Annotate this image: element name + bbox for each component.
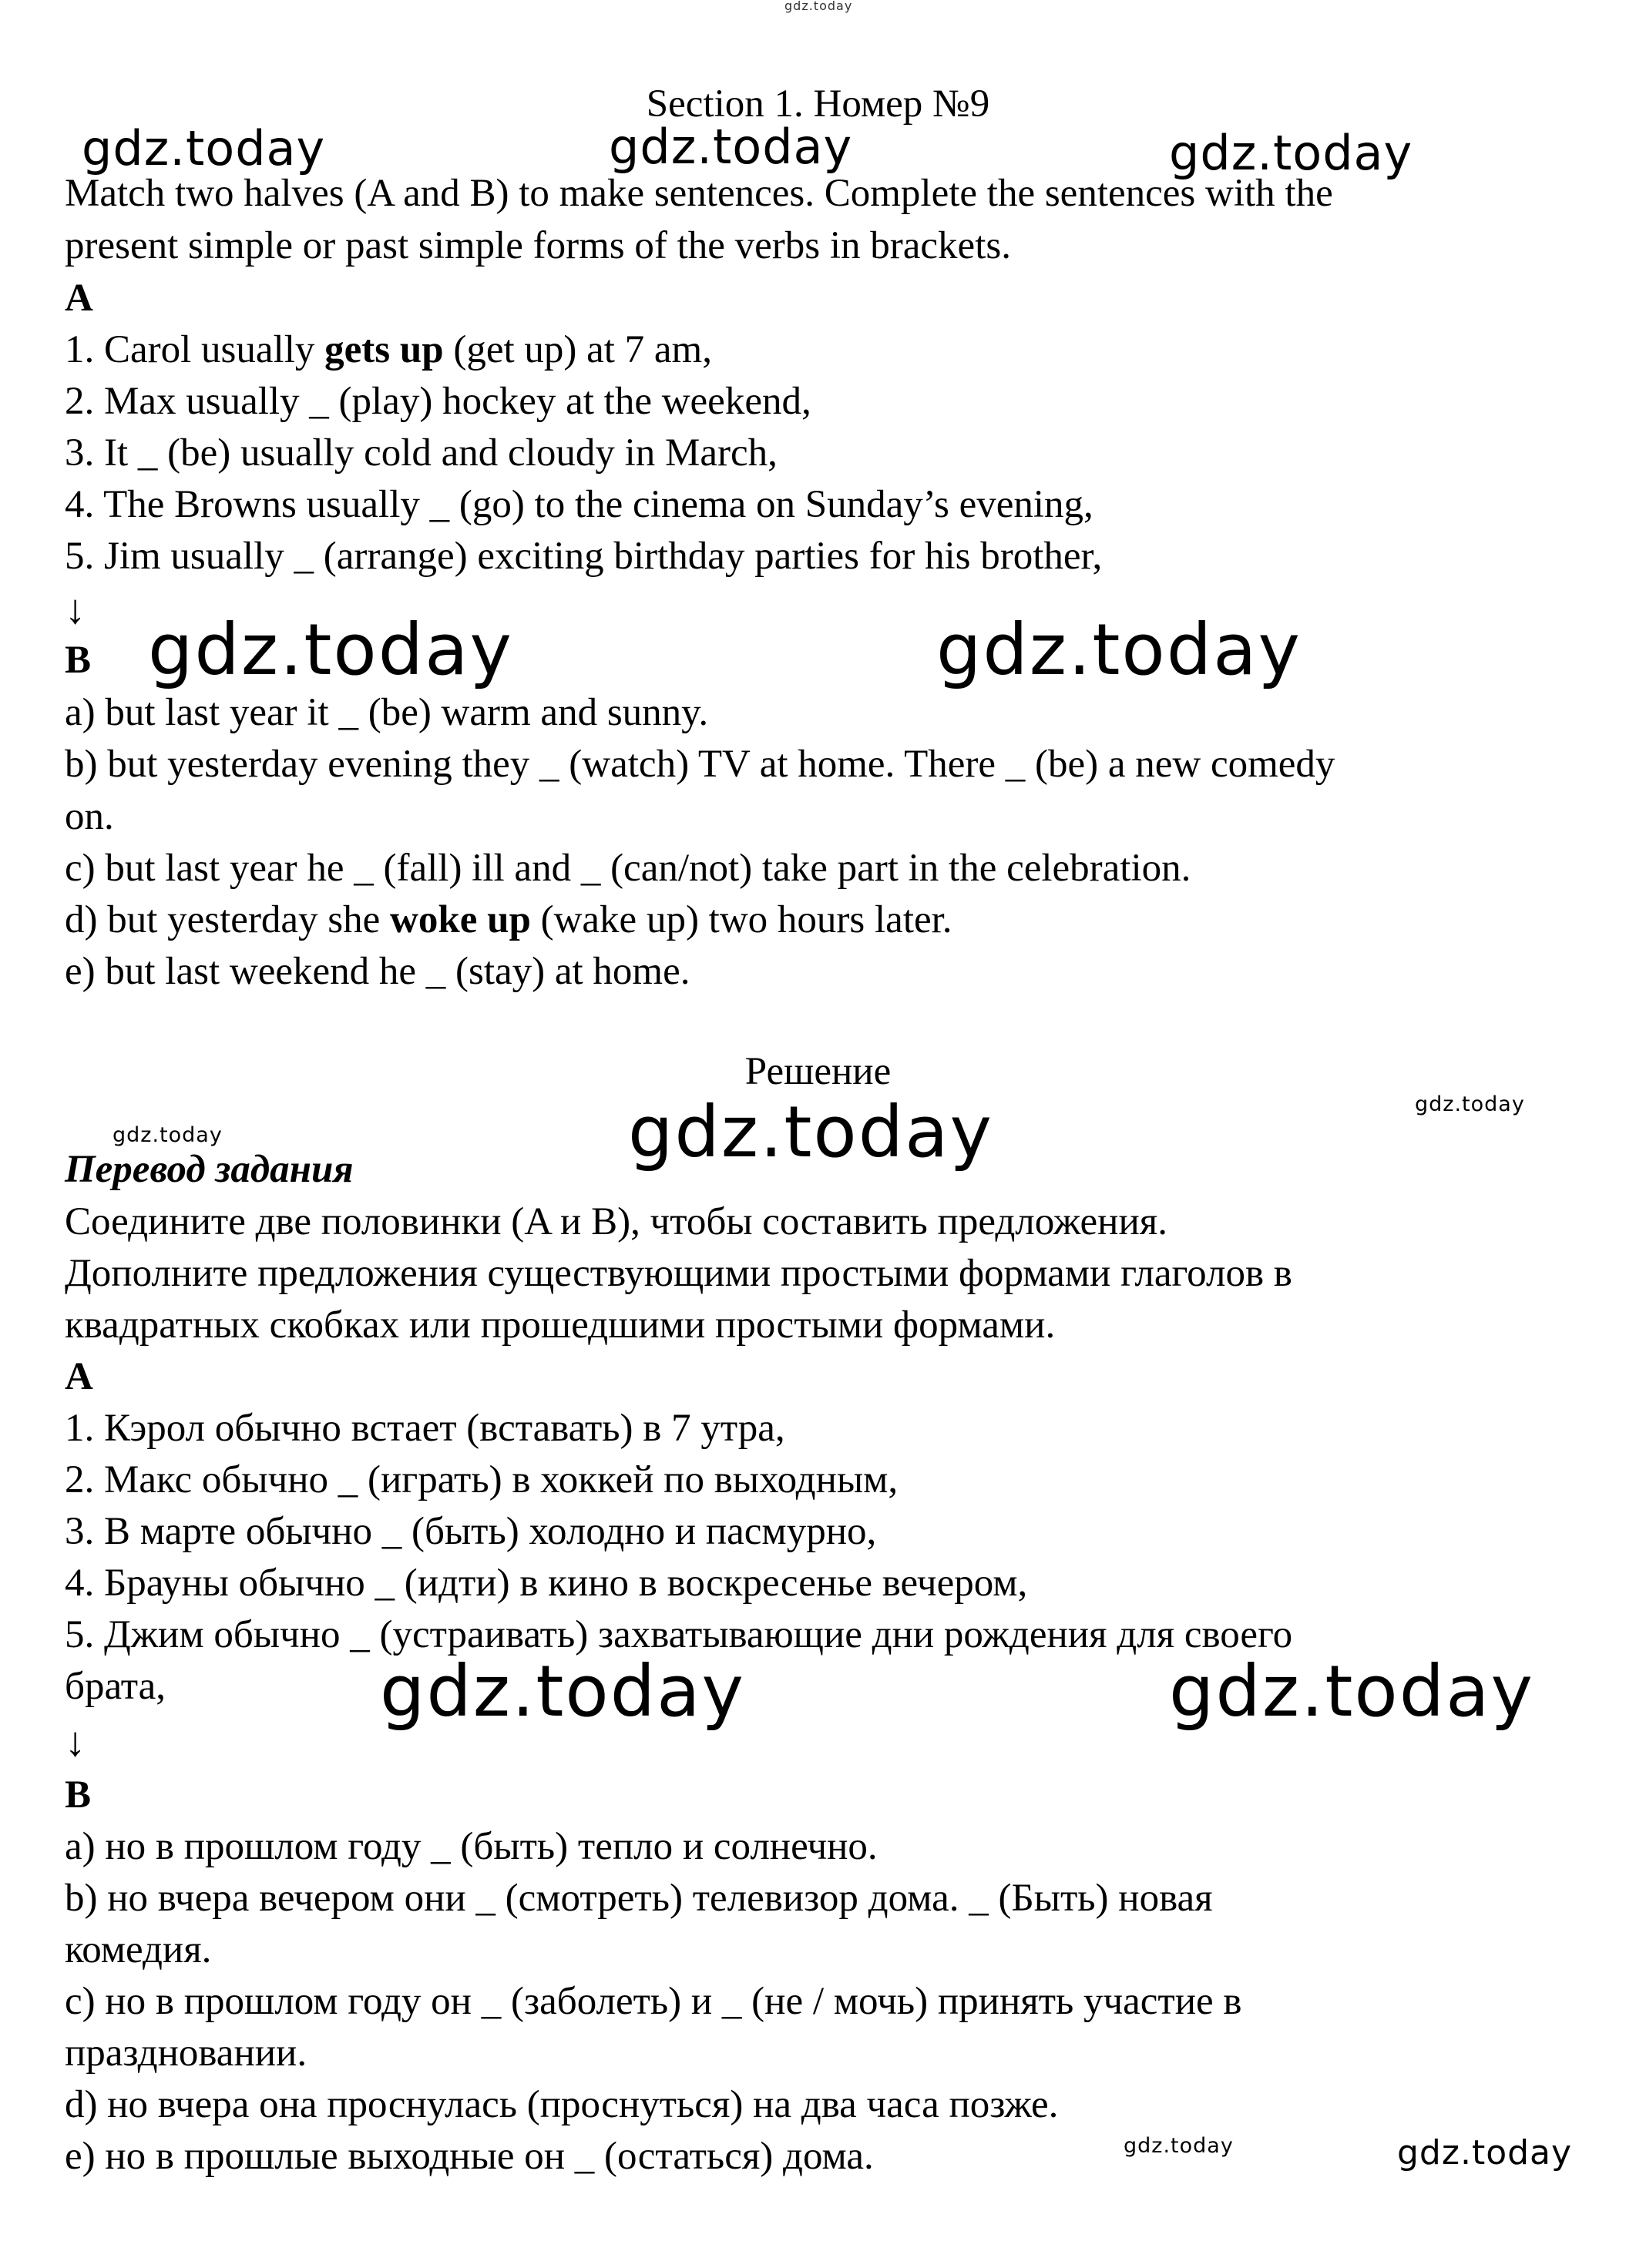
solution-b-item: праздновании. bbox=[65, 2031, 307, 2075]
arrow-down-icon: ↓ bbox=[65, 1719, 86, 1765]
task-a-item: 4. The Browns usually _ (go) to the cinema on Sunday’s evening, bbox=[65, 483, 1093, 526]
task-b-item: b) but yesterday evening they _ (watch) TV at home. There _ (be) a new comedy bbox=[65, 743, 1335, 786]
solution-title: Решение bbox=[744, 1050, 892, 1093]
watermark-text: gdz.today bbox=[113, 1123, 223, 1147]
task-b-item: a) but last year it _ (be) warm and sunny. bbox=[65, 691, 709, 734]
task-a-item: 3. It _ (be) usually cold and cloudy in March, bbox=[65, 431, 778, 475]
answer-highlight: gets up bbox=[324, 328, 444, 371]
watermark-text: gdz.today bbox=[148, 609, 513, 691]
solution-instruction: квадратных скобках или прошедшими простыми формами. bbox=[65, 1303, 1056, 1347]
watermark-text: gdz.today bbox=[1169, 125, 1413, 181]
solution-instruction: Соедините две половинки (A и B), чтобы составить предложения. bbox=[65, 1200, 1167, 1243]
watermark-text: gdz.today bbox=[609, 119, 853, 175]
task-b-item: c) but last year he _ (fall) ill and _ (can/not) take part in the celebration. bbox=[65, 847, 1191, 890]
solution-part-a-label: A bbox=[65, 1355, 93, 1398]
task-a-item: 1. Carol usually gets up (get up) at 7 am, bbox=[65, 328, 712, 371]
task-b-item: on. bbox=[65, 795, 114, 838]
solution-a-item: 5. Джим обычно _ (устраивать) захватывающие дни рождения для своего bbox=[65, 1613, 1293, 1656]
task-a-item: 5. Jim usually _ (arrange) exciting birthday parties for his brother, bbox=[65, 535, 1103, 578]
task-a-item: 2. Max usually _ (play) hockey at the weekend, bbox=[65, 380, 811, 423]
solution-a-item: 4. Брауны обычно _ (идти) в кино в воскресенье вечером, bbox=[65, 1562, 1028, 1605]
arrow-down-icon: ↓ bbox=[65, 586, 86, 632]
solution-b-item: b) но вчера вечером они _ (смотреть) телевизор дома. _ (Быть) новая bbox=[65, 1877, 1213, 1920]
solution-b-item: d) но вчера она проснулась (проснуться) на два часа позже. bbox=[65, 2083, 1059, 2126]
watermark-text: gdz.today bbox=[784, 0, 853, 13]
watermark-text: gdz.today bbox=[380, 1650, 745, 1733]
solution-b-item: c) но в прошлом году он _ (заболеть) и _ (не / мочь) принять участие в bbox=[65, 1980, 1242, 2023]
task-instruction: present simple or past simple forms of the verbs in brackets. bbox=[65, 224, 1011, 267]
task-b-item: d) but yesterday she woke up (wake up) two hours later. bbox=[65, 898, 952, 941]
answer-highlight: woke up bbox=[390, 898, 531, 941]
page-title: Section 1. Номер №9 bbox=[646, 82, 990, 126]
part-a-label: A bbox=[65, 277, 93, 320]
watermark-text: gdz.today bbox=[1169, 1650, 1534, 1733]
watermark-text: gdz.today bbox=[936, 609, 1302, 691]
solution-a-item: 3. В марте обычно _ (быть) холодно и пасмурно, bbox=[65, 1510, 877, 1553]
solution-a-item: 1. Кэрол обычно встает (вставать) в 7 утра, bbox=[65, 1407, 785, 1450]
solution-b-item: комедия. bbox=[65, 1928, 212, 1971]
solution-b-item: a) но в прошлом году _ (быть) тепло и солнечно. bbox=[65, 1825, 878, 1868]
part-b-label: B bbox=[65, 639, 92, 682]
solution-a-item: 2. Макс обычно _ (играть) в хоккей по выходным, bbox=[65, 1458, 899, 1501]
solution-instruction: Дополните предложения существующими простыми формами глаголов в bbox=[65, 1252, 1292, 1295]
watermark-text: gdz.today bbox=[82, 120, 326, 176]
watermark-text: gdz.today bbox=[1124, 2134, 1234, 2158]
watermark-text: gdz.today bbox=[628, 1091, 993, 1173]
translation-heading: Перевод задания bbox=[65, 1148, 354, 1191]
task-b-item: e) but last weekend he _ (stay) at home. bbox=[65, 950, 690, 993]
solution-part-b-label: B bbox=[65, 1773, 92, 1817]
task-instruction: Match two halves (A and B) to make sentences. Complete the sentences with the bbox=[65, 172, 1333, 215]
solution-a-item: брата, bbox=[65, 1665, 166, 1708]
solution-b-item: e) но в прошлые выходные он _ (остаться) дома. bbox=[65, 2135, 874, 2178]
watermark-text: gdz.today bbox=[1415, 1092, 1525, 1116]
watermark-text: gdz.today bbox=[1397, 2133, 1573, 2172]
